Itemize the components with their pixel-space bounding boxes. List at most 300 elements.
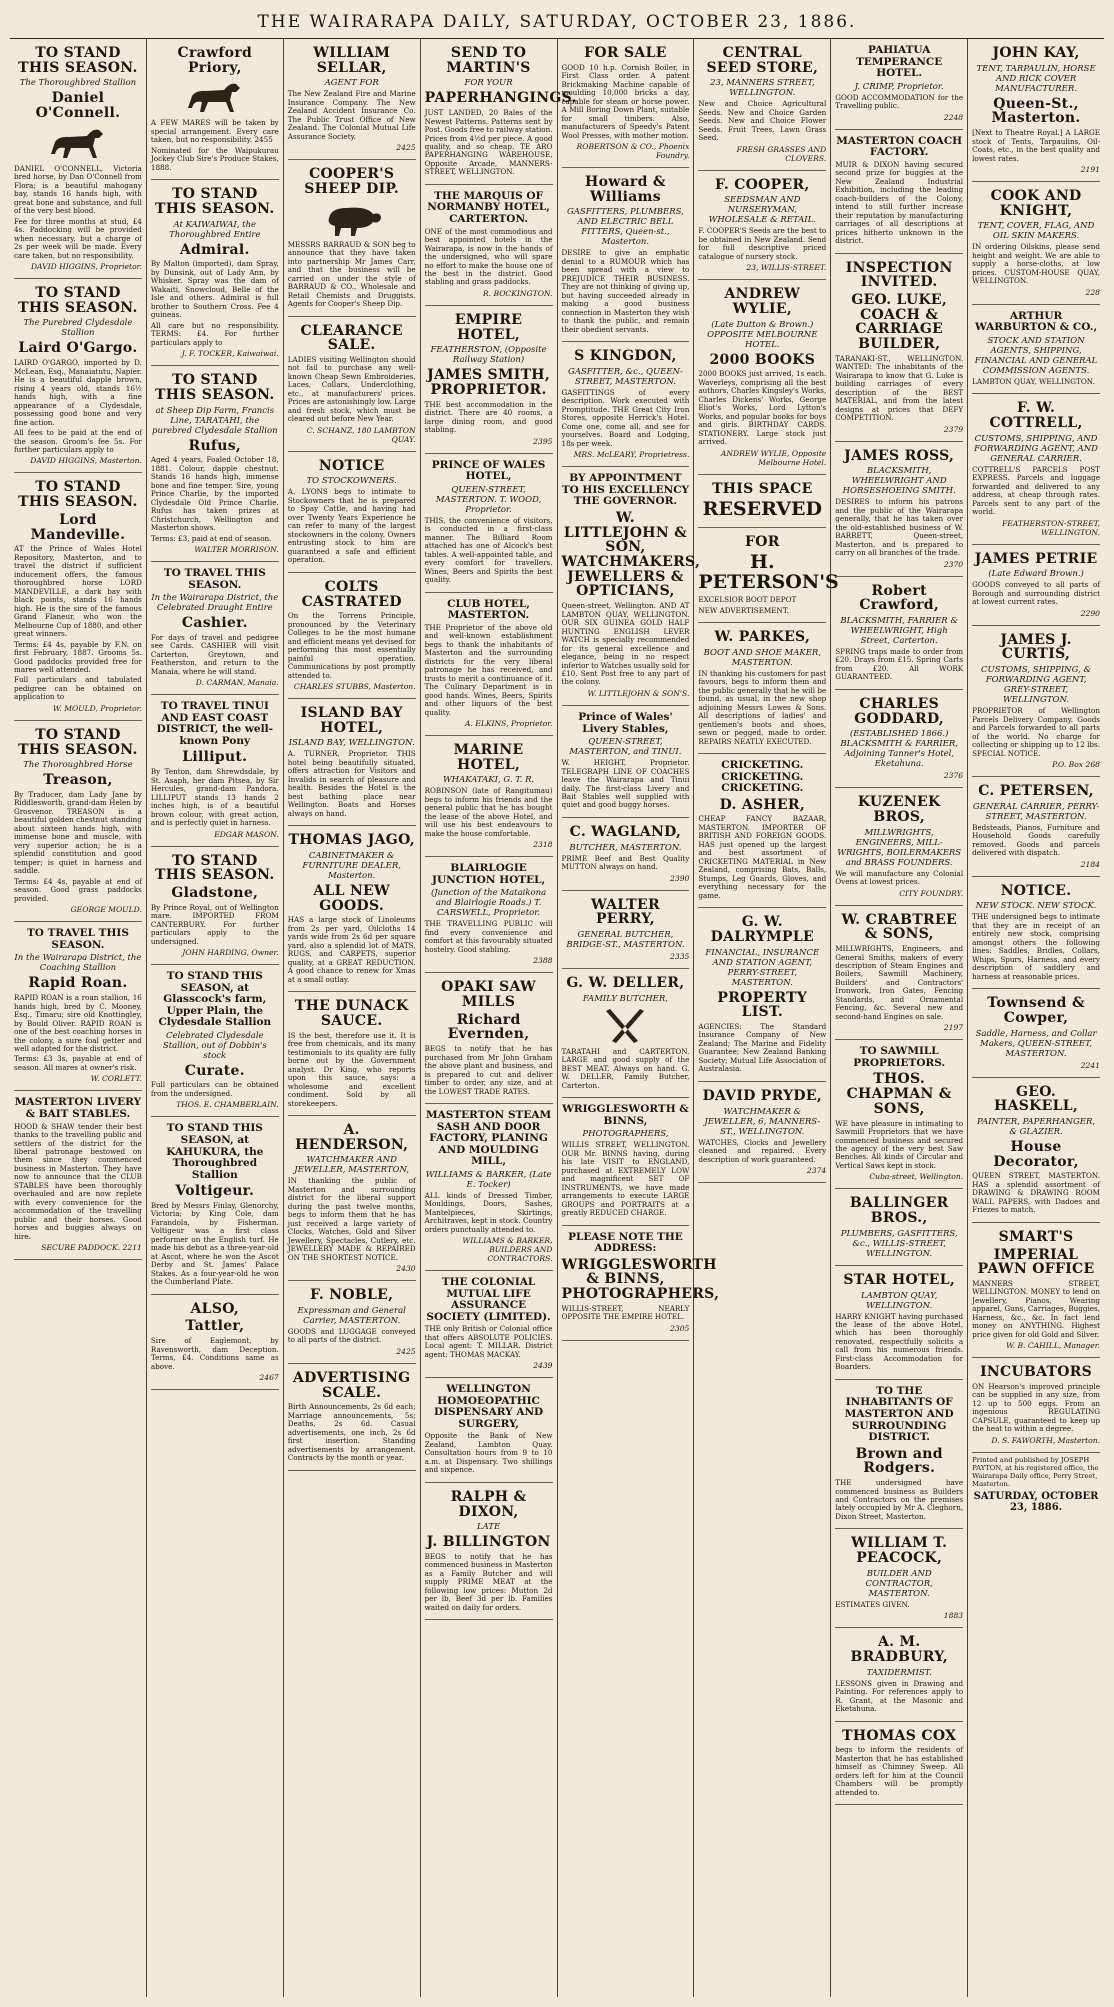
advertisement — [835, 254, 963, 442]
ad-heading: G. W. DELLER, — [566, 974, 685, 991]
ad-heading: TO STAND THIS SEASON. — [18, 726, 138, 758]
advertisement — [288, 1364, 416, 1471]
ad-title: House Decorator, — [993, 1139, 1079, 1170]
ad-body-text: MILLWRIGHTS, Engineers, and General Smiths, makers of every description of Steam Engines and Boilers, Sawmill Machinery, Builders' and Contractors' Ironwork, Iron Gates, Fencing Standards, and Ornamental Fencing, &c. Several new and second-hand Engines on sale. — [835, 944, 964, 1021]
ad-body-text: Sire of Eaglemont, by Ravensworth, dam Deception. Terms, £4. Conditions same as above. — [150, 1336, 279, 1371]
advertisement — [288, 992, 416, 1116]
ad-subheading: The Thoroughbred Horse — [23, 760, 133, 771]
advertisement — [151, 562, 279, 695]
ad-body-text: Opposite the Bank of New Zealand, Lambton Quay. Consultation hours from 9 to 10 a.m. at Dispensary. Two shillings and sixpence. — [424, 1431, 553, 1475]
ad-heading: FOR SALE — [584, 45, 667, 61]
ad-title: JAMES SMITH, PROPRIETOR. — [427, 367, 551, 399]
ad-body-text: THE undersigned begs to intimate that they are in receipt of an entirely new stock, comprising amongst others the following lines: Saddles, Bridles, Collars, Whips, Spurs, Harness, and every description of saddlery and harness at reasonable prices. — [972, 912, 1100, 981]
ad-body-text: By Prince Royal, out of Wellington mare. IMPORTED FROM CANTERBURY. For further particulars apply to the undersigned. — [150, 902, 279, 946]
ad-subheading: FOR YOUR — [464, 78, 513, 89]
advertisement — [425, 593, 553, 736]
column-3 — [284, 39, 421, 1997]
ad-signature: W. LITTLEJOHN & SON'S. — [587, 688, 690, 698]
ad-heading: A. HENDERSON, — [295, 1122, 409, 1153]
ad-body-text: Birth Announcements, 2s 6d each; Marriage announcements, 5s; Deaths, 2s 6d. Casual advertisements, one inch, 2s 6d first insertion. Standing advertisements by arrangement. Contracts by the month or year. — [287, 1402, 416, 1463]
column-5 — [558, 39, 720, 1997]
ad-subheading: GASFITTERS, PLUMBERS, AND ELECTRIC BELL FITTERS, Queen-st., Masterton. — [567, 207, 684, 248]
ad-signature: 2425 — [396, 1346, 416, 1356]
ad-heading: NOTICE. — [1000, 882, 1072, 899]
ad-subheading: BOOT AND SHOE MAKER, MASTERTON. — [703, 647, 822, 668]
ad-subheading: LATE — [476, 1522, 501, 1533]
ad-title: Treason, — [43, 772, 113, 789]
ad-subheading: The Purebred Clydesdale Stallion — [23, 318, 133, 339]
ad-heading: JAMES ROSS, — [844, 447, 955, 464]
ad-body-text: Queen-street, Wellington. AND AT LAMBTON QUAY, WELLINGTON. OUR SIX GUINEA GOLD HALF HUNTING ENGLISH LEVER WATCH is specially recommended for its general excellence and elegance, being in no respect inferior to Watches usually sold for £10. Sent Post free to any part of the colony. — [561, 601, 690, 687]
advertisement — [288, 1116, 416, 1281]
ad-heading: THE DUNACK SAUCE. — [294, 998, 409, 1029]
ad-body-text: For days of travel and pedigree see Cards. CASHIER will visit Carterton, Greytown, and Featherston, and return to the Manaia, where he will stand. — [150, 632, 279, 676]
ad-signature: 2370 — [943, 559, 964, 569]
ad-signature: 2241 — [1080, 1060, 1100, 1070]
ad-heading: C. WAGLAND, — [569, 823, 682, 840]
advertisement — [14, 39, 142, 279]
ad-heading: BLAIRLOGIE JUNCTION HOTEL, — [431, 862, 546, 886]
ad-title: Cashier. — [181, 615, 248, 632]
ad-heading: TO STAND THIS SEASON. — [155, 372, 275, 403]
ad-heading: PRINCE OF WALES HOTEL, — [431, 458, 546, 483]
ad-subheading: (ESTABLISHED 1866.) BLACKSMITH & FARRIER, Adjoining Tanner's Hotel, Eketahuna. — [840, 729, 958, 770]
ad-body-text: ESTIMATES GIVEN. — [835, 1599, 910, 1609]
ad-heading: Crawford Priory, — [177, 45, 253, 76]
ad-title: Curate. — [184, 1062, 245, 1079]
ad-subheading: TENT, COVER, FLAG, AND OIL SKIN MAKERS. — [977, 221, 1095, 242]
ad-body-text: BEGS to notify that he has commenced business in Masterton as a Family Butcher and will supply PRIME MEAT at the following low prices: Mutton 2d per lb, Beef 3d per lb. Families waited on daily for orders. — [424, 1551, 553, 1612]
ad-title: GEO. LUKE, COACH & CARRIAGE BUILDER, — [851, 291, 948, 352]
ad-title: Richard Evernden, — [447, 1011, 530, 1043]
ad-title: Daniel O'Connell. — [35, 90, 121, 122]
ad-signature: 2395 — [533, 436, 553, 446]
ad-heading: TO STAND THIS SEASON. — [18, 479, 138, 511]
ad-body-text: LAIRD O'GARGO, imported by D. McLean, Esq., Manaiatutu, Napier. He is a beautiful dapple brown, rising 4 years old, stands 16½ hands high, with a fine appearance of a Clydesdale, possessing good bone and very fine action. — [14, 358, 142, 427]
column-7 — [831, 39, 968, 1997]
advertisement — [835, 130, 963, 254]
ad-heading: THE COLONIAL MUTUAL LIFE ASSURANCE SOCIETY (LIMITED). — [426, 1276, 551, 1323]
advertisement — [288, 160, 416, 316]
ad-heading: OPAKI SAW MILLS — [441, 979, 536, 1011]
ad-heading: JAMES J. CURTIS, — [1000, 631, 1072, 663]
ad-body-text: IS the best, therefore use it. It is free from chemicals, and its many testimonials to its quality are fully borne out by the Government analyst. Dr King, who reports upon this sauce, says: a wholesome and excellent condiment. Sold by all storekeepers. — [287, 1030, 416, 1108]
ad-body-text: WE have pleasure in intimating to Sawmill Proprietors that we have commenced business and secured the agency of the very best Saw Benches. All kinds of Circular and Vertical Saws kept in stock. — [835, 1118, 964, 1170]
ad-signature: EDGAR MASON. — [214, 829, 279, 839]
ad-heading: ISLAND BAY HOTEL, — [300, 705, 403, 736]
ad-heading: MASTERTON LIVERY & BAIT STABLES. — [14, 1096, 142, 1120]
ad-heading: TO STAND THIS SEASON. — [18, 285, 138, 316]
ad-title: PAPERHANGINGS. — [424, 90, 577, 107]
ad-subheading: Expressman and General Carrier, MASTERTON. — [297, 1305, 406, 1326]
ad-heading: NOTICE — [318, 457, 385, 474]
ad-body-text: THE only British or Colonial office that offers ABSOLUTE POLICIES. Local agent: T. MILLAR. District agent: THOMAS MACKAY. — [424, 1324, 553, 1359]
ad-subheading: GASFITTER, &c., QUEEN-STREET, MASTERTON. — [568, 366, 683, 387]
ad-heading: ADVERTISING SCALE. — [293, 1369, 411, 1401]
ad-signature: 2290 — [1080, 608, 1100, 618]
ad-body-text: NEW ADVERTISEMENT. — [698, 605, 789, 615]
ad-heading: PLEASE NOTE THE ADDRESS: — [568, 1230, 683, 1255]
ad-signature: GEORGE MOULD. — [70, 905, 142, 915]
advertisement — [562, 891, 690, 969]
ad-body-text: GASFITTINGS of every description. Work executed with Promptitude. THE Great City Iron Stores, opposite Herrick's Hotel. Come one, come all, and see for yourselves. Board and Lodging, 18s per week. — [561, 387, 690, 448]
ad-title: Laird O'Gargo. — [18, 340, 138, 357]
ad-body-text: F. COOPER'S Seeds are the best to be obtained in New Zealand. Send for full descriptive priced catalogue of nursery stock. — [698, 226, 827, 261]
ad-heading: TO TRAVEL THIS SEASON. — [26, 927, 129, 951]
advertisement — [425, 1271, 553, 1378]
ad-body-text: All care but no responsibility. TERMS: £4. For further particulars apply to — [150, 320, 279, 347]
advertisement-columns — [10, 39, 1104, 1997]
ad-subheading: BLACKSMITH, WHEELWRIGHT AND HORSESHOEING SMITH. — [842, 466, 956, 497]
ad-heading: THE MARQUIS OF NORMANBY HOTEL, CARTERTON. — [427, 189, 550, 226]
ad-body-text: [Next to Theatre Royal.] A LARGE stock of Tents, Tarpaulins, Oil-Coats, etc., in the best quality and lowest rates. — [972, 128, 1100, 163]
ad-heading: INSPECTION INVITED. — [845, 259, 953, 291]
ad-heading: WALTER PERRY, — [590, 896, 660, 928]
ad-signature: 2197 — [943, 1023, 964, 1033]
ad-subheading: FINANCIAL, INSURANCE AND STATION AGENT, PERRY-STREET, MASTERTON. — [705, 947, 820, 988]
ad-body-text: New and Choice Agricultural Seeds. New and Choice Garden Seeds. New and Choice Flower Seeds. Fruit Trees, Lawn Grass Seed. — [698, 99, 827, 143]
advertisement — [562, 969, 690, 1098]
ad-subheading: at Sheep Dip Farm, Francis Line, TARATAHI, the purebred Clydesdale Stallion — [152, 405, 278, 436]
ad-heading: DAVID PRYDE, — [702, 1087, 823, 1104]
ad-body-text: LADIES visiting Wellington should not fail to purchase any well-known Cheap Sewn Embroideries, Laces, Collars, Underclothing, etc., at manufacturers' prices. Prices are astonishingly low. Large and fresh stock, which must be cleared out before New Year. — [287, 354, 416, 424]
ad-body-text: PROPRIETOR of Wellington Parcels Delivery Company. Goods and Parcels forwarded to all parts of the world. No charge for collecting or shipping up to 12 lbs. SPECIAL NOTICE. — [972, 706, 1100, 758]
ad-signature: 2425 — [396, 143, 416, 153]
ad-body-text: GOOD ACCOMMODATION for the Travelling public. — [835, 92, 964, 111]
advertisement — [698, 908, 826, 1082]
advertisement — [425, 1378, 553, 1483]
ad-body-text: Full particulars and tabulated pedigree can be obtained on application to — [14, 675, 142, 702]
ad-heading: ARTHUR WARBURTON & CO., — [975, 309, 1098, 334]
ad-heading: TO STAND THIS SEASON. — [155, 852, 275, 884]
ad-body-text: THIS, the convenience of visitors, is conducted in a first-class manner. The Billiard Room attached has one of Alcock's best tables. A well-appointed table, and every comfort for travellers. Wines, Beers and Spirits the best quality. — [424, 515, 553, 585]
ad-signature: DAVID HIGGINS, Proprietor. — [30, 262, 142, 272]
advertisement — [835, 1189, 963, 1265]
ad-subheading: TAXIDERMIST. — [866, 1667, 932, 1678]
ad-signature: WALTER MORRISON. — [194, 545, 279, 555]
ad-signature: 2430 — [396, 1264, 416, 1274]
advertisement — [425, 306, 553, 454]
ad-heading: SEND TO MARTIN'S — [446, 45, 531, 76]
column-6 — [694, 39, 839, 1997]
ad-body-text: THE TRAVELLING PUBLIC will find every convenience and comfort at this favourably situated hostelry. Good stabling. — [424, 919, 553, 954]
ad-subheading: QUEEN-STREET, MASTERTON. T. WOOD, Proprietor. — [435, 484, 542, 515]
ad-title: Brown and Rodgers. — [855, 1445, 943, 1477]
ad-subheading: CUSTOMS, SHIPPING, AND FORWARDING AGENT, AND GENERAL CARRIER. — [974, 433, 1098, 464]
advertisement — [698, 475, 826, 529]
horse-icon — [43, 124, 113, 162]
masthead: THE WAIRARAPA DAILY, SATURDAY, OCTOBER 23, 1886. — [10, 8, 1104, 39]
ad-heading: TO STAND THIS SEASON. — [18, 45, 138, 76]
advertisement — [561, 467, 701, 706]
ad-title: PROPERTY LIST. — [717, 989, 808, 1021]
ad-body-text: WILLIS STREET, WELLINGTON. OUR Mr. BINNS having, during his late VISIT to ENGLAND, purchased at EXTREMELY LOW and magnificent SET OF INSTRUMENTS, we have made arrangements to execute LARGE GROUPS and PORTRAITS at a greatly REDUCED CHARGE. — [561, 1140, 690, 1218]
ad-subheading: BUILDER AND CONTRACTOR, MASTERTON. — [865, 1568, 933, 1599]
ad-body-text: HARRY KNIGHT having purchased the lease of the above Hotel, which has been thoroughly renovated, respectfully solicits a call from his numerous friends. First-class Accommodation for Boarders. — [835, 1311, 964, 1372]
advertisement — [14, 279, 142, 473]
ad-body-text: Aged 4 years, Foaled October 18, 1881. Colour, dapple chestnut. Stands 16 hands high, immense bone and fine temper. Sire, young Prince Charlie, by the imported Clydesdale Old Prince Charlie. Rufus has taken prizes at Christchurch, Wellington and Masterton shows. — [150, 455, 279, 533]
advertisement — [835, 1529, 963, 1628]
ad-heading: THOMAS JAGO, — [288, 832, 415, 849]
ad-title: IMPERIAL PAWN OFFICE — [977, 1246, 1095, 1278]
ad-signature: 2379 — [943, 424, 964, 434]
ad-heading: G. W. DALRYMPLE — [710, 914, 814, 945]
ad-subheading: PLUMBERS, GASFITTERS, &c., WILLIS-STREET, WELLINGTON. — [840, 1228, 958, 1259]
ad-signature: 2374 — [806, 1166, 827, 1176]
ad-body-text: MANNERS STREET, WELLINGTON. MONEY to lend on Jewellery, Pianos, Wearing apparel, Guns, Carriages, Buggies, Harness, &c., &c. In fact lend money on ANYTHING. Highest price given for old Gold and Silver. — [972, 1278, 1100, 1339]
ad-body-text: HOOD & SHAW tender their best thanks to the travelling public and settlers of the district for the liberal patronage bestowed on them since they commenced business in Masterton. They have now to announce that the CLUB STABLES have been thoroughly overhauled and are now replete with every convenience for the accommodation of the travelling public and their horses. Good horses and buggies always on hire. — [14, 1121, 142, 1241]
advertisement — [14, 721, 142, 922]
ad-title: THOS. CHAPMAN & SONS, — [846, 1071, 952, 1117]
advertisement — [972, 626, 1100, 777]
column-4 — [421, 39, 577, 1997]
ad-body-text: Bred by Messrs Finlay, Glenorchy, Victoria; by King Cole, dam Farandola, by Fisherman. Voltigeur was a first class performer on the English turf. He made his debut as a three-year-old at Ascot, where he won the Ascot Derby and St. James' Palace Stakes. As a four-year-old he won the Cumberland Plate. — [150, 1200, 279, 1287]
advertisement — [972, 182, 1100, 305]
ad-body-text: TARATAHI and CARTERTON. LARGE and good supply of the BEST MEAT. Always on hand. G. W. DELLER, Family Butcher, Carterton. — [561, 1046, 690, 1090]
advertisement — [561, 1226, 720, 1341]
ad-signature: 228 — [1085, 287, 1100, 297]
ad-heading: GEO. HASKELL, — [994, 1083, 1079, 1115]
ad-body-text: Full particulars can be obtained from the undersigned. — [150, 1080, 279, 1098]
advertisement — [972, 305, 1100, 395]
advertisement — [835, 577, 963, 690]
ad-heading: KUZENEK BROS, — [857, 794, 941, 825]
ad-heading: PAHIATUA TEMPERANCE HOTEL. — [856, 44, 943, 80]
ad-title: 2000 BOOKS — [709, 351, 816, 368]
ad-heading: Prince of Wales' Livery Stables, — [578, 710, 673, 735]
ad-heading: TO TRAVEL THIS SEASON. — [163, 567, 266, 591]
advertisement — [151, 180, 279, 366]
advertisement — [972, 777, 1100, 877]
ad-signature: 2184 — [1080, 859, 1100, 869]
ad-body-text: Terms: £4 4s, payable at end of season. Good grass paddocks provided. — [14, 876, 142, 903]
ad-heading: F. W. COTTRELL, — [989, 400, 1083, 432]
ad-heading: MARINE HOTEL, — [453, 742, 524, 773]
ad-signature: 2318 — [533, 840, 553, 850]
advertisement — [972, 989, 1100, 1077]
ad-body-text: On the Torrens Principle, pronounced by the Veterinary Colleges to be the most humane and efficient means yet devised for performing this most essentially painful operation. Communications by post promptly attended to. — [287, 611, 416, 680]
ad-heading: WRIGGLESWORTH & BINNS, — [562, 1103, 689, 1127]
ad-subheading: BLACKSMITH, FARRIER & WHEELWRIGHT, High Street, Carterton. — [840, 616, 958, 646]
ad-signature: W. CORLETT. — [90, 1074, 142, 1084]
ad-body-text: THE Proprietor of the above old and well-known establishment begs to thank the inhabitants of Masterton and the surrounding districts for the very liberal patronage he has received, and trusts to merit a continuance of it. The Culinary Department is in good hands. Wines, Beers, Spirits and other liquors of the best quality. — [424, 622, 553, 717]
ad-subheading: STOCK AND STATION AGENTS, SHIPPING, FINANCIAL AND GENERAL COMMISSION AGENTS. — [974, 335, 1098, 376]
ad-body-text: SPRING traps made to order from £20. Drays from £15. Spring Carts from £20. All WORK GUARANTEED. — [835, 647, 964, 682]
advertisement — [562, 706, 690, 818]
ad-signature: 2248 — [943, 112, 964, 122]
advertisement — [425, 454, 553, 593]
ad-heading: TO STAND THIS SEASON, at KAHUKURA, the Thoroughbred Stallion — [166, 1122, 264, 1181]
advertisement — [835, 1266, 963, 1380]
ad-body-text: WATCHES, Clocks and Jewellery cleaned and repaired. Every description of work guaranteed. — [698, 1137, 827, 1164]
ad-subheading: MILLWRIGHTS, ENGINEERS, MILL-WRIGHTS, BOILERMAKERS and BRASS FOUNDERS. — [837, 827, 962, 868]
ad-body-text: W. HEIGHT, Proprietor. TELEGRAPH LINE OF COACHES leave the Wairarapa and Tinui daily. The first-class Livery and Bait Stables well supplied with quiet and good buggy horses. — [561, 758, 690, 810]
ad-subheading: GENERAL BUTCHER, BRIDGE-ST., MASTERTON. — [566, 929, 685, 950]
advertisement — [562, 342, 690, 467]
ad-subheading: CABINETMAKER & FURNITURE DEALER, Masterton. — [302, 851, 401, 882]
ad-title: W. LITTLEJOHN & SON, WATCHMAKERS, JEWELLERS & OPTICIANS, — [561, 509, 701, 600]
ad-body-text: GOODS and LUGGAGE conveyed to all parts of the district. — [287, 1326, 416, 1345]
ad-heading: FOR — [744, 534, 780, 551]
ad-signature: MRS. McLEARY, Proprietress. — [573, 450, 690, 460]
ad-subheading: CUSTOMS, SHIPPING, & FORWARDING AGENT, GREY-STREET, WELLINGTON. — [981, 665, 1092, 706]
ad-body-text: A. LYONS begs to intimate to Stockowners that he is prepared to Spay Cattle, and having had over Twenty Years Experience he can refer to many of the largest stockowners in the colony. Owners entrusting stock to him are guaranteed a safe and efficient operation. — [287, 487, 416, 565]
ad-title: Gladstone, — [171, 884, 259, 901]
ad-heading: WILLIAM SELLAR, — [313, 45, 391, 76]
ad-subheading: WHAKATAKI, G. T. R. — [442, 775, 535, 786]
ad-body-text: ROBINSON (late of Rangitumau) begs to inform his friends and the general public that he has bought the lease of the above Hotel, and will use his best endeavours to make the house comfortable. — [424, 786, 553, 838]
ad-heading: EMPIRE HOTEL, — [454, 311, 523, 343]
ad-heading: Robert Crawford, — [859, 582, 940, 614]
column-1 — [10, 39, 147, 1997]
ad-subheading: In the Wairarapa District, the Celebrated Draught Entire — [151, 593, 279, 614]
horse-icon — [180, 78, 250, 116]
ad-signature: CITY FOUNDRY. — [899, 888, 964, 898]
ad-body-text: Bedsteads, Pianos, Furniture and Household Goods carefully removed. Goods and parcels delivered with dispatch. — [972, 822, 1100, 858]
ad-title: ALL NEW GOODS. — [313, 883, 391, 914]
advertisement — [698, 754, 826, 908]
ad-signature: 2305 — [670, 1323, 690, 1333]
ad-signature: ROBERTSON & CO., Phoenix Foundry. — [576, 142, 690, 161]
ad-body-text: GOOD 10 h.p. Cornish Boiler, in First Class order. A patent Brickmaking Machine capable of moulding 10,000 bricks a day, capable for steam or horse power. A Mill Boring Down Plant, suitable for small timbers. Also, manufacturers of Speedy's Patent Wool Presses, with mother motion. — [561, 62, 690, 140]
ad-body-text: ON Hearson's improved principle can be supplied in any size, from 12 up to 500 eggs. From an ingenious REGULATING CAPSULE, guaranteed to keep up the heat to within a degree. — [972, 1381, 1100, 1434]
ad-title: Voltigeur. — [175, 1183, 255, 1200]
ad-body-text: DESIRE to give an emphatic denial to a RUMOUR which has been spread with a view to PREJUDICE THEIR BUSINESS. They are not thinking of giving up, but having succeeded already in making a good business connection in Masterton they wish to thank the public, and remain their obedient servants. — [561, 248, 690, 334]
ad-subheading: FEATHERSTON, (Opposite Railway Station) — [430, 345, 547, 366]
ad-subheading: PHOTOGRAPHERS, — [582, 1129, 669, 1140]
ad-heading: THOMAS COX — [842, 1727, 957, 1744]
ad-subheading: TO STOCKOWNERS. — [306, 476, 397, 487]
ad-body-text: DANIEL O'CONNELL, Victoria bred horse, by Dan O'Connell from Flora; is a beautiful mahogany bay, stands 16 hands high, with great bone and substance, and full of the very best blood. — [14, 163, 142, 216]
ad-subheading: QUEEN-STREET, MASTERTON, and TINUI. — [569, 737, 682, 758]
advertisement — [425, 857, 553, 973]
ad-heading: Townsend & Cowper, — [987, 995, 1085, 1026]
ad-subheading: In the Wairarapa District, the Coaching Stallion — [14, 953, 142, 974]
ad-subheading: J. CRIMP, Proprietor. — [854, 81, 944, 92]
advertisement — [14, 1091, 142, 1260]
ad-title: Lilliput. — [182, 749, 248, 766]
ad-heading: ALSO, — [190, 1300, 240, 1317]
advertisement — [425, 185, 553, 306]
advertisement — [151, 847, 279, 965]
advertisement — [835, 690, 963, 788]
ad-subheading: WATCHMAKER & JEWELLER, 6, MANNERS-ST., WELLINGTON. — [704, 1106, 821, 1137]
footer-date: SATURDAY, OCTOBER 23, 1886. — [973, 1490, 1099, 1513]
ad-body-text: THE best accommodation in the district. There are 40 rooms, a large dining room, and good stabling. — [424, 399, 553, 435]
ad-signature: W. B. CAHILL, Manager. — [1006, 1341, 1100, 1351]
ad-body-text: MESSRS BARRAUD & SON beg to announce that they have taken into partnership Mr James Carr, and that the business will be carried on under the style of BARRAUD & CO., Wholesale and Retail Chemists and Druggists. Agents for Cooper's Sheep Dip. — [287, 239, 416, 309]
ad-subheading: SEEDSMAN AND NURSERYMAN, WHOLESALE & RETAIL. — [708, 195, 817, 226]
ad-subheading: Saddle, Harness, and Collar Makers, QUEEN-STREET, MASTERTON. — [975, 1028, 1097, 1059]
advertisement — [14, 922, 142, 1091]
ad-heading: STAR HOTEL, — [843, 1271, 956, 1288]
advertisement — [835, 442, 963, 577]
sheep-icon — [317, 200, 387, 238]
ad-body-text: All fees to be paid at the end of the season. Groom's fee 5s. For further particulars apply to — [14, 428, 142, 454]
ad-body-text: Terms: £4 4s, payable by F.N. on first February, 1887. Grooms 5s. Good paddocks provided free for mares well attended. — [14, 639, 142, 674]
advertisement — [151, 1295, 279, 1390]
ad-subheading: The Thoroughbred Stallion — [19, 78, 137, 89]
ad-heading: TO STAND THIS SEASON. — [155, 186, 275, 217]
advertisement — [425, 1483, 553, 1620]
advertisement — [835, 1040, 963, 1189]
column-2 — [147, 39, 284, 1997]
advertisement — [562, 818, 690, 891]
ad-title: H. PETERSON'S — [698, 551, 839, 594]
ad-signature: R. BOCKINGTON. — [482, 288, 553, 298]
ad-heading: W. CRABTREE & SONS, — [841, 911, 957, 943]
ad-heading: TO STAND THIS SEASON, at Glasscock's farm, Upper Plain, the Clydesdale Stallion — [158, 970, 272, 1029]
ad-heading: COOK AND KNIGHT, — [990, 188, 1082, 219]
advertisement — [698, 39, 826, 171]
printer-imprint: Printed and published by JOSEPH PAYTON, at his registered office, the Wairarapa Daily office, Perry Street, Masterton. — [972, 1455, 1099, 1488]
ad-signature: Cuba-street, Wellington. — [869, 1172, 964, 1182]
advertisement — [288, 573, 416, 699]
advertisement — [151, 366, 279, 562]
ad-title: Rufus, — [188, 437, 242, 454]
ad-heading: CHARLES GODDARD, — [854, 695, 945, 727]
ad-body-text: LAMBTON QUAY, WELLINGTON. — [972, 376, 1095, 386]
ad-signature: 2191 — [1080, 165, 1100, 174]
ad-body-text: RAPID ROAN is a roan stallion, 16 hands high, bred by C. Mooney, Esq., Timaru; sire old Knottingley, by Bould Oliver. RAPID ROAN is one of the best coaching horses in the colony, a sure foal getter and well adapted for the district. — [14, 993, 142, 1053]
ad-title: Lord Mandeville. — [30, 511, 126, 543]
advertisement — [425, 973, 553, 1104]
advertisement — [562, 39, 690, 168]
ad-signature: A. ELKINS, Proprietor. — [464, 719, 553, 729]
advertisement — [972, 877, 1100, 990]
advertisement — [972, 1078, 1100, 1223]
ad-subheading: LAMBTON QUAY, WELLINGTON. — [860, 1290, 938, 1311]
ad-heading: COLTS CASTRATED — [301, 578, 402, 610]
ad-heading: CLEARANCE SALE. — [300, 322, 403, 354]
advertisement — [835, 1380, 963, 1530]
ad-signature: SECURE PADDOCK. 2211 — [41, 1243, 142, 1253]
ad-body-text: THE undersigned have commenced business as Builders and Contractors on the premises lately occupied by Mr A. Cleghorn, Dixon Street, Masterton. — [835, 1478, 964, 1521]
ad-signature: D. S. FAWORTH, Masterton. — [991, 1435, 1100, 1445]
ad-signature: D. CARMAN, Manaia. — [195, 678, 279, 688]
ad-signature: 23, WILLIS-STREET. — [746, 263, 827, 273]
ad-subheading: ISLAND BAY, WELLINGTON. — [288, 738, 415, 749]
advertisement — [835, 906, 963, 1041]
ad-heading: MASTERTON COACH FACTORY. — [836, 134, 963, 159]
ad-body-text: ALL kinds of Dressed Timber, Mouldings, Doors, Sashes, Mantelpieces, Skirtings, Architraves, kept in stock. Country orders punctually attended to. — [424, 1190, 553, 1234]
ad-heading: MASTERTON STEAM SASH AND DOOR FACTORY, PLANING AND MOULDING MILL, — [426, 1109, 552, 1168]
cricket-bats-icon — [590, 1007, 660, 1045]
ad-body-text: PRIME Beef and Best Quality MUTTON always on hand. — [561, 853, 690, 872]
advertisement — [151, 1117, 279, 1294]
advertisement — [288, 317, 416, 452]
advertisement — [151, 695, 279, 846]
ad-body-text: IN ordering Oilskins, please send height and weight. We are able to supply a horse-cloths, at low prices. CUSTOM-HOUSE QUAY, WELLINGTON. — [972, 242, 1100, 286]
ad-heading: F. NOBLE, — [310, 1287, 394, 1304]
ad-heading: CLUB HOTEL, MASTERTON. — [447, 597, 530, 622]
ad-title: Admiral. — [179, 241, 250, 258]
ad-subheading: TENT, TARPAULIN, HORSE AND RICK COVER MANUFACTURER. — [976, 63, 1096, 94]
ad-heading: Howard & Williams — [585, 174, 666, 205]
ad-body-text: WILLIS-STREET, NEARLY OPPOSITE THE EMPIRE HOTEL. — [561, 1303, 690, 1322]
ad-heading: RALPH & DIXON, — [450, 1488, 527, 1520]
ad-body-text: EXCELSIOR BOOT DEPOT — [698, 595, 797, 605]
ad-signature: FEATHERSTON-STREET, WELLINGTON. — [1002, 518, 1100, 537]
advertisement — [288, 699, 416, 826]
ad-body-text: The New Zealand Fire and Marine Insurance Company. The New Zealand Accident Insurance Co. The Public Trust Office of New Zealand. The Colonial Mutual Life Assurance Society. — [287, 89, 416, 141]
ad-signature: 2335 — [670, 951, 690, 961]
ad-heading: TO SAWMILL PROPRIETORS. — [853, 1045, 946, 1069]
ad-body-text: A FEW MARES will be taken by special arrangement. Every care taken, but no responsibility. 2455 — [150, 118, 279, 145]
ad-heading: C. PETERSEN, — [978, 783, 1094, 800]
ad-body-text: begs to inform the residents of Masterton that he has established himself as Chimney Sweep. All orders left for him at the Council Chambers will be promptly attended to. — [835, 1745, 964, 1797]
ad-body-text: By Malton (imported), dam Spray, by Dunsink, out of Lady Ann, by Whisker. Spray was the dam of Wakaiti, Snowcloud, Belle of the Isle and others. Admiral is full brother to Southern Cross. Fee 4 guineas. — [150, 259, 279, 320]
